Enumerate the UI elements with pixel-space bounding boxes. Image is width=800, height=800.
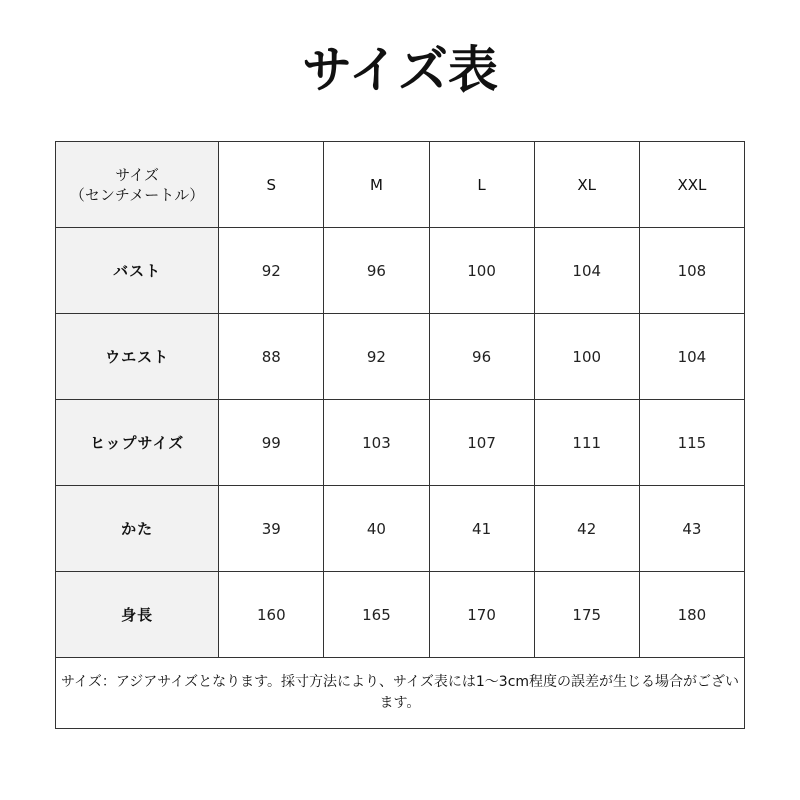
table-row	[56, 572, 745, 658]
size-header-m: M	[324, 142, 429, 228]
table-cell: 100	[534, 314, 639, 400]
size-note: サイズ：アジアサイズとなります。採寸方法により、サイズ表には1～3cm程度の誤差が生じる場合がございます。	[56, 658, 745, 729]
table-cell: 92	[219, 228, 324, 314]
table-cell: 100	[429, 228, 534, 314]
page-title: サイズ表	[302, 41, 498, 99]
corner-header-cell	[56, 142, 219, 228]
row-label-height: 身長	[56, 572, 219, 658]
size-header-s: S	[219, 142, 324, 228]
table-cell: 160	[219, 572, 324, 658]
table-cell: 115	[639, 400, 744, 486]
table-cell: 111	[534, 400, 639, 486]
table-cell: 103	[324, 400, 429, 486]
table-cell: 88	[219, 314, 324, 400]
row-label-hip: ヒップサイズ	[56, 400, 219, 486]
table-cell: 104	[639, 314, 744, 400]
table-cell: 99	[219, 400, 324, 486]
table-cell: 175	[534, 572, 639, 658]
table-cell: 107	[429, 400, 534, 486]
table-row	[56, 400, 745, 486]
table-cell: 43	[639, 486, 744, 572]
table-cell: 42	[534, 486, 639, 572]
row-label-waist: ウエスト	[56, 314, 219, 400]
table-cell: 165	[324, 572, 429, 658]
size-header-xxl: XXL	[639, 142, 744, 228]
table-cell: 170	[429, 572, 534, 658]
note-row	[56, 658, 745, 729]
table-cell: 108	[639, 228, 744, 314]
row-label-bust: バスト	[56, 228, 219, 314]
table-cell: 96	[324, 228, 429, 314]
table-row	[56, 314, 745, 400]
table-header-row	[56, 142, 745, 228]
size-header-l: L	[429, 142, 534, 228]
table-row	[56, 228, 745, 314]
table-cell: 40	[324, 486, 429, 572]
table-cell: 104	[534, 228, 639, 314]
corner-unit-label: （センチメートル）	[69, 185, 205, 204]
row-label-shoulder: かた	[56, 486, 219, 572]
size-header-xl: XL	[534, 142, 639, 228]
table-cell: 41	[429, 486, 534, 572]
table-row	[56, 486, 745, 572]
table-cell: 39	[219, 486, 324, 572]
table-cell: 180	[639, 572, 744, 658]
table-cell: 96	[429, 314, 534, 400]
table-cell: 92	[324, 314, 429, 400]
corner-label: サイズ	[115, 165, 160, 184]
size-table	[55, 141, 745, 729]
